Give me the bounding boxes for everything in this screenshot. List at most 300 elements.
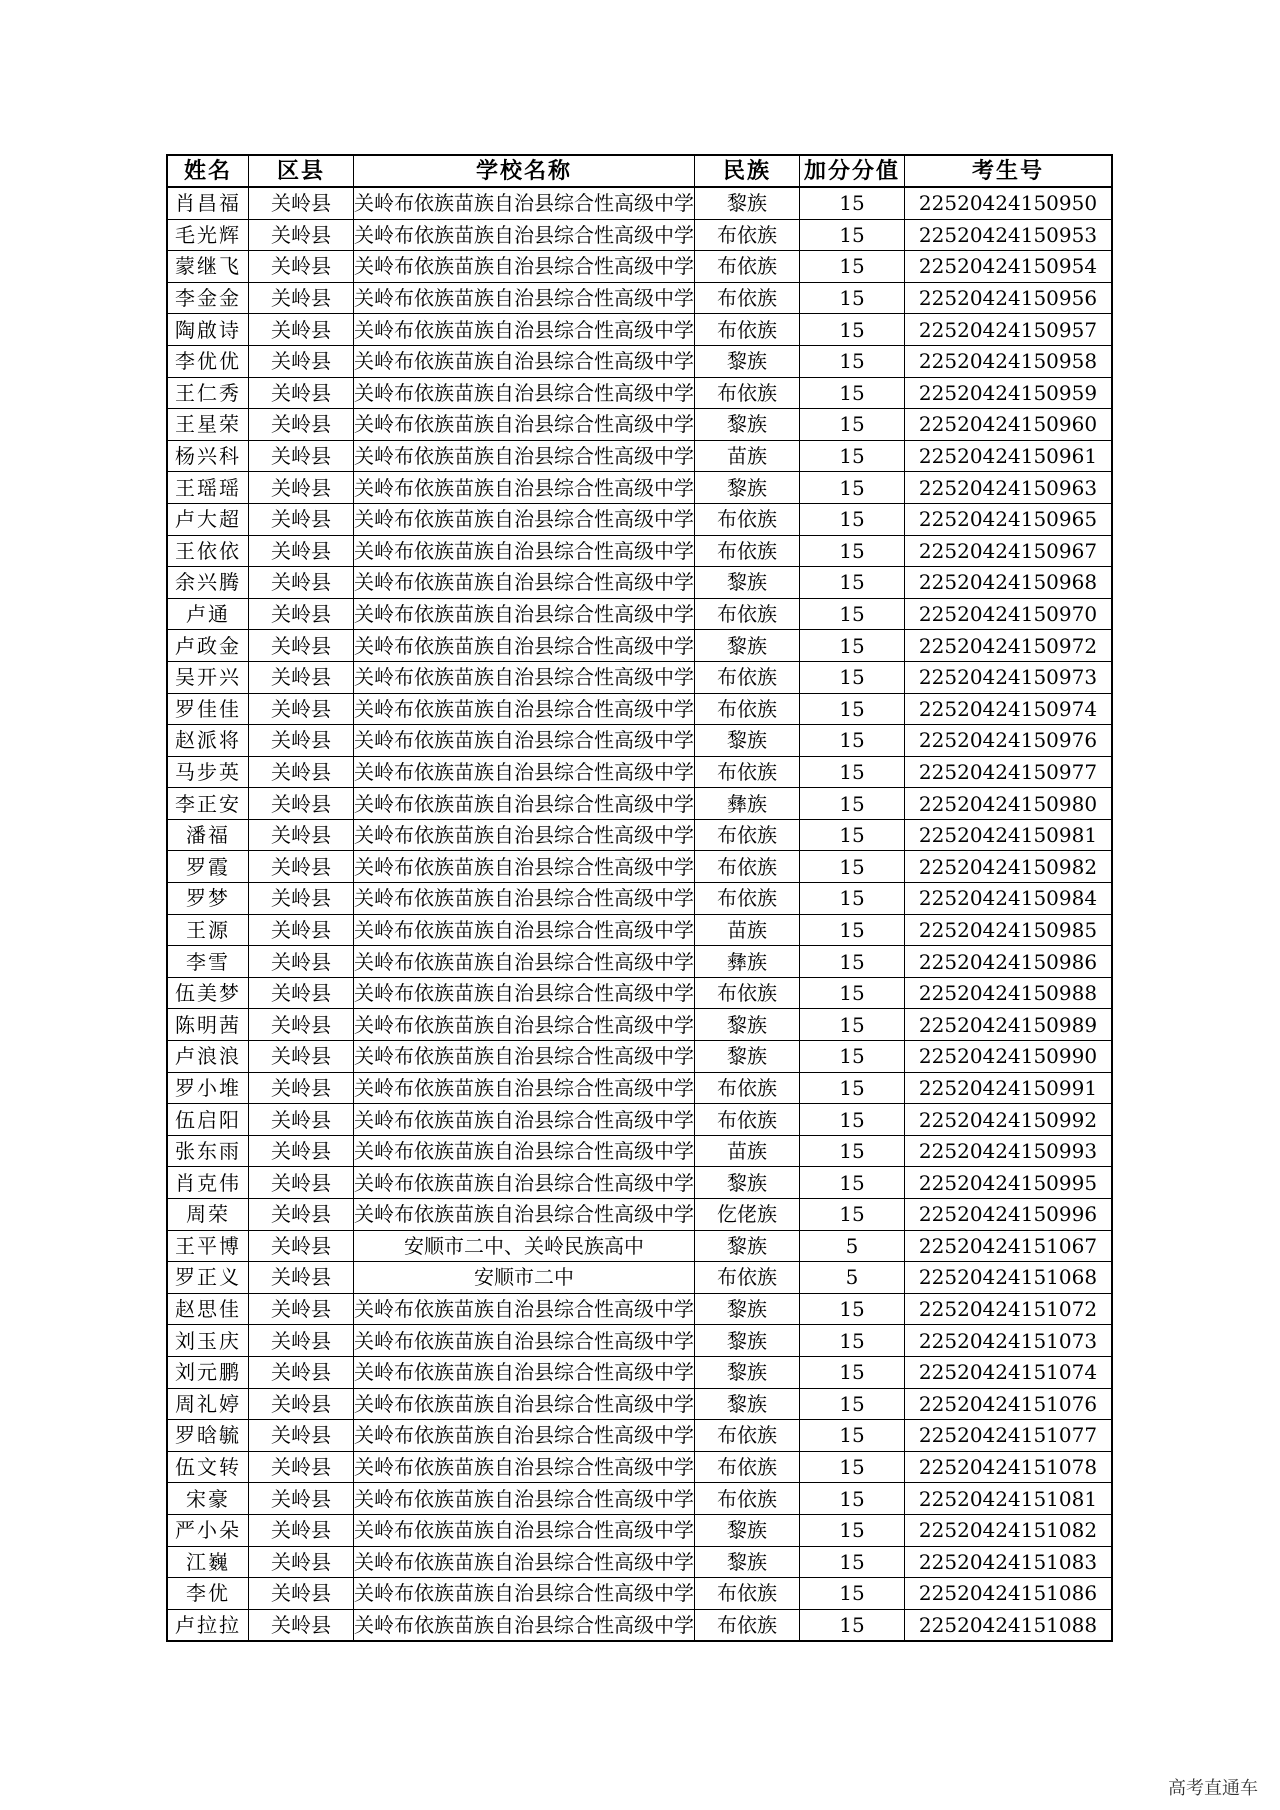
cell-district: 关岭县 bbox=[249, 725, 354, 757]
cell-bonus-points: 15 bbox=[800, 1167, 905, 1199]
cell-district: 关岭县 bbox=[249, 1167, 354, 1199]
cell-name: 罗正义 bbox=[167, 1262, 249, 1294]
cell-district: 关岭县 bbox=[249, 219, 354, 251]
cell-bonus-points: 15 bbox=[800, 440, 905, 472]
cell-exam-id: 22520424150958 bbox=[905, 345, 1113, 377]
table-row bbox=[167, 1293, 1112, 1325]
cell-school bbox=[354, 630, 695, 662]
cell-bonus-points: 15 bbox=[800, 946, 905, 978]
cell-name: 罗晗毓 bbox=[167, 1420, 249, 1452]
cell-exam-id: 22520424150967 bbox=[905, 535, 1113, 567]
cell-district: 关岭县 bbox=[249, 440, 354, 472]
cell-district: 关岭县 bbox=[249, 1293, 354, 1325]
table-row bbox=[167, 819, 1112, 851]
table-row bbox=[167, 187, 1112, 219]
cell-name: 伍文转 bbox=[167, 1451, 249, 1483]
cell-school-text: 关岭布依族苗族自治县综合性高级中学 bbox=[354, 286, 694, 311]
cell-school bbox=[354, 819, 695, 851]
cell-ethnicity: 布依族 bbox=[695, 1104, 800, 1136]
cell-district: 关岭县 bbox=[249, 1420, 354, 1452]
cell-ethnicity: 布依族 bbox=[695, 251, 800, 283]
cell-school bbox=[354, 1135, 695, 1167]
cell-name: 卢浪浪 bbox=[167, 1041, 249, 1073]
table-row bbox=[167, 251, 1112, 283]
cell-school-text: 关岭布依族苗族自治县综合性高级中学 bbox=[354, 412, 694, 437]
cell-school-text: 关岭布依族苗族自治县综合性高级中学 bbox=[354, 191, 694, 216]
cell-school bbox=[354, 788, 695, 820]
cell-exam-id: 22520424151077 bbox=[905, 1420, 1113, 1452]
cell-bonus-points: 15 bbox=[800, 1578, 905, 1610]
cell-exam-id: 22520424150960 bbox=[905, 409, 1113, 441]
cell-exam-id: 22520424150976 bbox=[905, 725, 1113, 757]
cell-ethnicity: 彝族 bbox=[695, 788, 800, 820]
cell-exam-id: 22520424150972 bbox=[905, 630, 1113, 662]
cell-bonus-points: 15 bbox=[800, 819, 905, 851]
cell-school-text: 关岭布依族苗族自治县综合性高级中学 bbox=[354, 791, 694, 816]
cell-name: 蒙继飞 bbox=[167, 251, 249, 283]
cell-name: 王仁秀 bbox=[167, 377, 249, 409]
cell-district: 关岭县 bbox=[249, 883, 354, 915]
cell-exam-id: 22520424151086 bbox=[905, 1578, 1113, 1610]
cell-exam-id: 22520424150950 bbox=[905, 187, 1113, 219]
cell-name: 王依依 bbox=[167, 535, 249, 567]
cell-school bbox=[354, 1072, 695, 1104]
cell-ethnicity: 黎族 bbox=[695, 1167, 800, 1199]
cell-district: 关岭县 bbox=[249, 851, 354, 883]
header-bonus-points: 加分分值 bbox=[800, 155, 905, 187]
table-row bbox=[167, 946, 1112, 978]
cell-bonus-points: 15 bbox=[800, 377, 905, 409]
cell-name: 卢通 bbox=[167, 598, 249, 630]
cell-exam-id: 22520424151076 bbox=[905, 1388, 1113, 1420]
cell-ethnicity: 黎族 bbox=[695, 472, 800, 504]
cell-exam-id: 22520424150985 bbox=[905, 914, 1113, 946]
cell-name: 李优 bbox=[167, 1578, 249, 1610]
cell-ethnicity: 黎族 bbox=[695, 1293, 800, 1325]
cell-district: 关岭县 bbox=[249, 1483, 354, 1515]
cell-exam-id: 22520424150973 bbox=[905, 661, 1113, 693]
cell-district: 关岭县 bbox=[249, 756, 354, 788]
cell-name: 王源 bbox=[167, 914, 249, 946]
cell-bonus-points: 15 bbox=[800, 472, 905, 504]
cell-school-text: 关岭布依族苗族自治县综合性高级中学 bbox=[354, 886, 694, 911]
cell-school-text: 关岭布依族苗族自治县综合性高级中学 bbox=[354, 1486, 694, 1511]
cell-school-text: 关岭布依族苗族自治县综合性高级中学 bbox=[354, 602, 694, 627]
cell-bonus-points: 5 bbox=[800, 1230, 905, 1262]
cell-bonus-points: 15 bbox=[800, 1451, 905, 1483]
cell-school bbox=[354, 914, 695, 946]
cell-district: 关岭县 bbox=[249, 598, 354, 630]
student-bonus-table bbox=[166, 154, 1113, 1642]
cell-exam-id: 22520424150959 bbox=[905, 377, 1113, 409]
cell-ethnicity: 黎族 bbox=[695, 1388, 800, 1420]
cell-school bbox=[354, 1420, 695, 1452]
cell-name: 罗小堆 bbox=[167, 1072, 249, 1104]
table-row bbox=[167, 1262, 1112, 1294]
cell-district: 关岭县 bbox=[249, 1262, 354, 1294]
cell-bonus-points: 15 bbox=[800, 345, 905, 377]
cell-district: 关岭县 bbox=[249, 314, 354, 346]
cell-bonus-points: 15 bbox=[800, 1041, 905, 1073]
cell-name: 杨兴科 bbox=[167, 440, 249, 472]
cell-exam-id: 22520424150990 bbox=[905, 1041, 1113, 1073]
cell-school-text: 安顺市二中、关岭民族高中 bbox=[404, 1233, 644, 1258]
cell-school-text: 关岭布依族苗族自治县综合性高级中学 bbox=[354, 349, 694, 374]
cell-ethnicity: 苗族 bbox=[695, 1135, 800, 1167]
cell-district: 关岭县 bbox=[249, 535, 354, 567]
cell-exam-id: 22520424150988 bbox=[905, 977, 1113, 1009]
cell-exam-id: 22520424151082 bbox=[905, 1514, 1113, 1546]
cell-ethnicity: 黎族 bbox=[695, 409, 800, 441]
cell-district: 关岭县 bbox=[249, 1514, 354, 1546]
table-row bbox=[167, 1578, 1112, 1610]
cell-name: 周礼婷 bbox=[167, 1388, 249, 1420]
cell-district: 关岭县 bbox=[249, 1451, 354, 1483]
cell-school bbox=[354, 851, 695, 883]
cell-ethnicity: 布依族 bbox=[695, 1262, 800, 1294]
cell-ethnicity: 黎族 bbox=[695, 1514, 800, 1546]
cell-district: 关岭县 bbox=[249, 1546, 354, 1578]
cell-district: 关岭县 bbox=[249, 1199, 354, 1231]
cell-exam-id: 22520424151074 bbox=[905, 1356, 1113, 1388]
cell-school-text: 关岭布依族苗族自治县综合性高级中学 bbox=[354, 1202, 694, 1227]
cell-exam-id: 22520424150956 bbox=[905, 282, 1113, 314]
cell-school-text: 关岭布依族苗族自治县综合性高级中学 bbox=[354, 317, 694, 342]
cell-school bbox=[354, 693, 695, 725]
cell-school bbox=[354, 1578, 695, 1610]
cell-school bbox=[354, 1009, 695, 1041]
cell-bonus-points: 15 bbox=[800, 1388, 905, 1420]
cell-exam-id: 22520424151083 bbox=[905, 1546, 1113, 1578]
cell-school-text: 关岭布依族苗族自治县综合性高级中学 bbox=[354, 1581, 694, 1606]
cell-district: 关岭县 bbox=[249, 977, 354, 1009]
table-row bbox=[167, 1230, 1112, 1262]
cell-bonus-points: 15 bbox=[800, 1325, 905, 1357]
cell-name: 伍启阳 bbox=[167, 1104, 249, 1136]
table-row bbox=[167, 1356, 1112, 1388]
table-row bbox=[167, 851, 1112, 883]
cell-school bbox=[354, 1262, 695, 1294]
cell-school bbox=[354, 598, 695, 630]
cell-school bbox=[354, 440, 695, 472]
cell-ethnicity: 布依族 bbox=[695, 883, 800, 915]
cell-ethnicity: 布依族 bbox=[695, 1451, 800, 1483]
cell-ethnicity: 布依族 bbox=[695, 1578, 800, 1610]
cell-exam-id: 22520424151072 bbox=[905, 1293, 1113, 1325]
cell-bonus-points: 15 bbox=[800, 977, 905, 1009]
table-row bbox=[167, 1325, 1112, 1357]
cell-exam-id: 22520424151068 bbox=[905, 1262, 1113, 1294]
cell-school-text: 关岭布依族苗族自治县综合性高级中学 bbox=[354, 1075, 694, 1100]
table-row bbox=[167, 1135, 1112, 1167]
cell-school bbox=[354, 1230, 695, 1262]
table-row bbox=[167, 409, 1112, 441]
cell-district: 关岭县 bbox=[249, 1325, 354, 1357]
cell-ethnicity: 布依族 bbox=[695, 1072, 800, 1104]
cell-bonus-points: 15 bbox=[800, 883, 905, 915]
cell-exam-id: 22520424151078 bbox=[905, 1451, 1113, 1483]
cell-school bbox=[354, 535, 695, 567]
cell-ethnicity: 黎族 bbox=[695, 725, 800, 757]
cell-bonus-points: 15 bbox=[800, 314, 905, 346]
cell-exam-id: 22520424150963 bbox=[905, 472, 1113, 504]
cell-school-text: 关岭布依族苗族自治县综合性高级中学 bbox=[354, 380, 694, 405]
cell-school bbox=[354, 1483, 695, 1515]
cell-bonus-points: 15 bbox=[800, 567, 905, 599]
cell-exam-id: 22520424151081 bbox=[905, 1483, 1113, 1515]
cell-school-text: 关岭布依族苗族自治县综合性高级中学 bbox=[354, 728, 694, 753]
table-row bbox=[167, 725, 1112, 757]
cell-district: 关岭县 bbox=[249, 1135, 354, 1167]
cell-bonus-points: 15 bbox=[800, 1609, 905, 1641]
cell-bonus-points: 15 bbox=[800, 598, 905, 630]
cell-school bbox=[354, 1104, 695, 1136]
table-row bbox=[167, 1609, 1112, 1641]
cell-ethnicity: 布依族 bbox=[695, 1420, 800, 1452]
cell-exam-id: 22520424150957 bbox=[905, 314, 1113, 346]
cell-school bbox=[354, 1199, 695, 1231]
cell-school-text: 关岭布依族苗族自治县综合性高级中学 bbox=[354, 1455, 694, 1480]
table-row bbox=[167, 345, 1112, 377]
cell-name: 肖克伟 bbox=[167, 1167, 249, 1199]
header-school: 学校名称 bbox=[354, 155, 695, 187]
cell-name: 罗霞 bbox=[167, 851, 249, 883]
cell-school-text: 关岭布依族苗族自治县综合性高级中学 bbox=[354, 222, 694, 247]
table-row bbox=[167, 1167, 1112, 1199]
cell-bonus-points: 15 bbox=[800, 535, 905, 567]
cell-name: 潘福 bbox=[167, 819, 249, 851]
table-row bbox=[167, 1199, 1112, 1231]
cell-name: 卢政金 bbox=[167, 630, 249, 662]
cell-exam-id: 22520424150982 bbox=[905, 851, 1113, 883]
table-row bbox=[167, 630, 1112, 662]
cell-name: 宋豪 bbox=[167, 1483, 249, 1515]
header-name: 姓名 bbox=[167, 155, 249, 187]
cell-exam-id: 22520424150968 bbox=[905, 567, 1113, 599]
cell-name: 李金金 bbox=[167, 282, 249, 314]
cell-exam-id: 22520424151067 bbox=[905, 1230, 1113, 1262]
cell-bonus-points: 15 bbox=[800, 788, 905, 820]
table-row bbox=[167, 1546, 1112, 1578]
table-row bbox=[167, 219, 1112, 251]
cell-exam-id: 22520424150995 bbox=[905, 1167, 1113, 1199]
cell-exam-id: 22520424151088 bbox=[905, 1609, 1113, 1641]
cell-school bbox=[354, 187, 695, 219]
cell-district: 关岭县 bbox=[249, 377, 354, 409]
cell-ethnicity: 布依族 bbox=[695, 977, 800, 1009]
cell-district: 关岭县 bbox=[249, 345, 354, 377]
cell-name: 毛光辉 bbox=[167, 219, 249, 251]
cell-ethnicity: 仡佬族 bbox=[695, 1199, 800, 1231]
cell-school bbox=[354, 883, 695, 915]
table-row bbox=[167, 756, 1112, 788]
cell-exam-id: 22520424150986 bbox=[905, 946, 1113, 978]
cell-exam-id: 22520424150981 bbox=[905, 819, 1113, 851]
cell-school-text: 关岭布依族苗族自治县综合性高级中学 bbox=[354, 917, 694, 942]
cell-exam-id: 22520424150961 bbox=[905, 440, 1113, 472]
cell-school-text: 关岭布依族苗族自治县综合性高级中学 bbox=[354, 854, 694, 879]
table-row bbox=[167, 788, 1112, 820]
cell-ethnicity: 彝族 bbox=[695, 946, 800, 978]
cell-bonus-points: 15 bbox=[800, 1104, 905, 1136]
cell-name: 罗梦 bbox=[167, 883, 249, 915]
cell-district: 关岭县 bbox=[249, 567, 354, 599]
cell-district: 关岭县 bbox=[249, 1009, 354, 1041]
cell-name: 李优优 bbox=[167, 345, 249, 377]
cell-name: 赵派将 bbox=[167, 725, 249, 757]
cell-school bbox=[354, 1609, 695, 1641]
cell-district: 关岭县 bbox=[249, 1041, 354, 1073]
cell-name: 张东雨 bbox=[167, 1135, 249, 1167]
cell-bonus-points: 15 bbox=[800, 503, 905, 535]
cell-bonus-points: 15 bbox=[800, 693, 905, 725]
cell-name: 罗佳佳 bbox=[167, 693, 249, 725]
cell-school-text: 关岭布依族苗族自治县综合性高级中学 bbox=[354, 1139, 694, 1164]
cell-bonus-points: 15 bbox=[800, 914, 905, 946]
cell-school bbox=[354, 251, 695, 283]
cell-school bbox=[354, 1325, 695, 1357]
cell-school bbox=[354, 661, 695, 693]
cell-bonus-points: 15 bbox=[800, 851, 905, 883]
cell-ethnicity: 布依族 bbox=[695, 693, 800, 725]
cell-school bbox=[354, 472, 695, 504]
cell-district: 关岭县 bbox=[249, 1609, 354, 1641]
table-row bbox=[167, 1009, 1112, 1041]
cell-school-text: 关岭布依族苗族自治县综合性高级中学 bbox=[354, 1549, 694, 1574]
cell-district: 关岭县 bbox=[249, 409, 354, 441]
cell-exam-id: 22520424150954 bbox=[905, 251, 1113, 283]
cell-district: 关岭县 bbox=[249, 282, 354, 314]
cell-name: 刘玉庆 bbox=[167, 1325, 249, 1357]
cell-school bbox=[354, 1388, 695, 1420]
cell-bonus-points: 15 bbox=[800, 756, 905, 788]
cell-ethnicity: 黎族 bbox=[695, 1356, 800, 1388]
cell-district: 关岭县 bbox=[249, 251, 354, 283]
cell-school-text: 关岭布依族苗族自治县综合性高级中学 bbox=[354, 823, 694, 848]
cell-name: 伍美梦 bbox=[167, 977, 249, 1009]
cell-name: 王平博 bbox=[167, 1230, 249, 1262]
table-row bbox=[167, 314, 1112, 346]
cell-ethnicity: 苗族 bbox=[695, 914, 800, 946]
cell-name: 王星荣 bbox=[167, 409, 249, 441]
cell-exam-id: 22520424150996 bbox=[905, 1199, 1113, 1231]
table-row bbox=[167, 1041, 1112, 1073]
table-row bbox=[167, 661, 1112, 693]
cell-school bbox=[354, 1514, 695, 1546]
cell-school-text: 关岭布依族苗族自治县综合性高级中学 bbox=[354, 538, 694, 563]
cell-school bbox=[354, 314, 695, 346]
cell-district: 关岭县 bbox=[249, 914, 354, 946]
cell-name: 卢拉拉 bbox=[167, 1609, 249, 1641]
cell-ethnicity: 布依族 bbox=[695, 535, 800, 567]
cell-school-text: 关岭布依族苗族自治县综合性高级中学 bbox=[354, 696, 694, 721]
cell-bonus-points: 15 bbox=[800, 630, 905, 662]
table-row bbox=[167, 377, 1112, 409]
cell-name: 刘元鹏 bbox=[167, 1356, 249, 1388]
cell-bonus-points: 15 bbox=[800, 1009, 905, 1041]
cell-school bbox=[354, 503, 695, 535]
cell-district: 关岭县 bbox=[249, 630, 354, 662]
cell-district: 关岭县 bbox=[249, 788, 354, 820]
cell-ethnicity: 黎族 bbox=[695, 1041, 800, 1073]
cell-ethnicity: 布依族 bbox=[695, 219, 800, 251]
cell-school bbox=[354, 1167, 695, 1199]
cell-name: 吴开兴 bbox=[167, 661, 249, 693]
cell-school bbox=[354, 219, 695, 251]
cell-ethnicity: 黎族 bbox=[695, 1009, 800, 1041]
table-row bbox=[167, 1104, 1112, 1136]
footer-watermark: 高考直通车 bbox=[1168, 1778, 1258, 1799]
table-row bbox=[167, 1072, 1112, 1104]
cell-school-text: 关岭布依族苗族自治县综合性高级中学 bbox=[354, 1044, 694, 1069]
table-row bbox=[167, 1388, 1112, 1420]
table-row bbox=[167, 1451, 1112, 1483]
cell-school-text: 关岭布依族苗族自治县综合性高级中学 bbox=[354, 949, 694, 974]
cell-district: 关岭县 bbox=[249, 661, 354, 693]
cell-name: 江巍 bbox=[167, 1546, 249, 1578]
cell-school-text: 关岭布依族苗族自治县综合性高级中学 bbox=[354, 1297, 694, 1322]
cell-bonus-points: 5 bbox=[800, 1262, 905, 1294]
cell-school bbox=[354, 377, 695, 409]
cell-district: 关岭县 bbox=[249, 1578, 354, 1610]
cell-name: 周荣 bbox=[167, 1199, 249, 1231]
cell-bonus-points: 15 bbox=[800, 251, 905, 283]
cell-name: 余兴腾 bbox=[167, 567, 249, 599]
cell-bonus-points: 15 bbox=[800, 725, 905, 757]
cell-exam-id: 22520424150953 bbox=[905, 219, 1113, 251]
cell-ethnicity: 布依族 bbox=[695, 314, 800, 346]
cell-bonus-points: 15 bbox=[800, 1199, 905, 1231]
cell-school-text: 关岭布依族苗族自治县综合性高级中学 bbox=[354, 570, 694, 595]
cell-school bbox=[354, 282, 695, 314]
cell-ethnicity: 黎族 bbox=[695, 567, 800, 599]
cell-school bbox=[354, 977, 695, 1009]
table-row bbox=[167, 440, 1112, 472]
table-row bbox=[167, 282, 1112, 314]
cell-school-text: 关岭布依族苗族自治县综合性高级中学 bbox=[354, 1170, 694, 1195]
cell-bonus-points: 15 bbox=[800, 187, 905, 219]
cell-school-text: 关岭布依族苗族自治县综合性高级中学 bbox=[354, 1360, 694, 1385]
cell-exam-id: 22520424150993 bbox=[905, 1135, 1113, 1167]
header-ethnicity: 民族 bbox=[695, 155, 800, 187]
cell-bonus-points: 15 bbox=[800, 219, 905, 251]
cell-school bbox=[354, 345, 695, 377]
cell-school-text: 关岭布依族苗族自治县综合性高级中学 bbox=[354, 475, 694, 500]
table-row bbox=[167, 914, 1112, 946]
cell-bonus-points: 15 bbox=[800, 1293, 905, 1325]
cell-name: 赵思佳 bbox=[167, 1293, 249, 1325]
cell-name: 严小朵 bbox=[167, 1514, 249, 1546]
cell-exam-id: 22520424151073 bbox=[905, 1325, 1113, 1357]
cell-exam-id: 22520424150980 bbox=[905, 788, 1113, 820]
cell-ethnicity: 布依族 bbox=[695, 661, 800, 693]
cell-school bbox=[354, 946, 695, 978]
cell-district: 关岭县 bbox=[249, 1104, 354, 1136]
cell-ethnicity: 黎族 bbox=[695, 1325, 800, 1357]
cell-bonus-points: 15 bbox=[800, 661, 905, 693]
table-header-row bbox=[167, 155, 1112, 187]
cell-exam-id: 22520424150991 bbox=[905, 1072, 1113, 1104]
cell-school bbox=[354, 1356, 695, 1388]
cell-exam-id: 22520424150970 bbox=[905, 598, 1113, 630]
cell-ethnicity: 黎族 bbox=[695, 1546, 800, 1578]
cell-school bbox=[354, 725, 695, 757]
cell-bonus-points: 15 bbox=[800, 1514, 905, 1546]
cell-school-text: 关岭布依族苗族自治县综合性高级中学 bbox=[354, 1518, 694, 1543]
cell-ethnicity: 黎族 bbox=[695, 1230, 800, 1262]
cell-ethnicity: 苗族 bbox=[695, 440, 800, 472]
cell-ethnicity: 布依族 bbox=[695, 598, 800, 630]
